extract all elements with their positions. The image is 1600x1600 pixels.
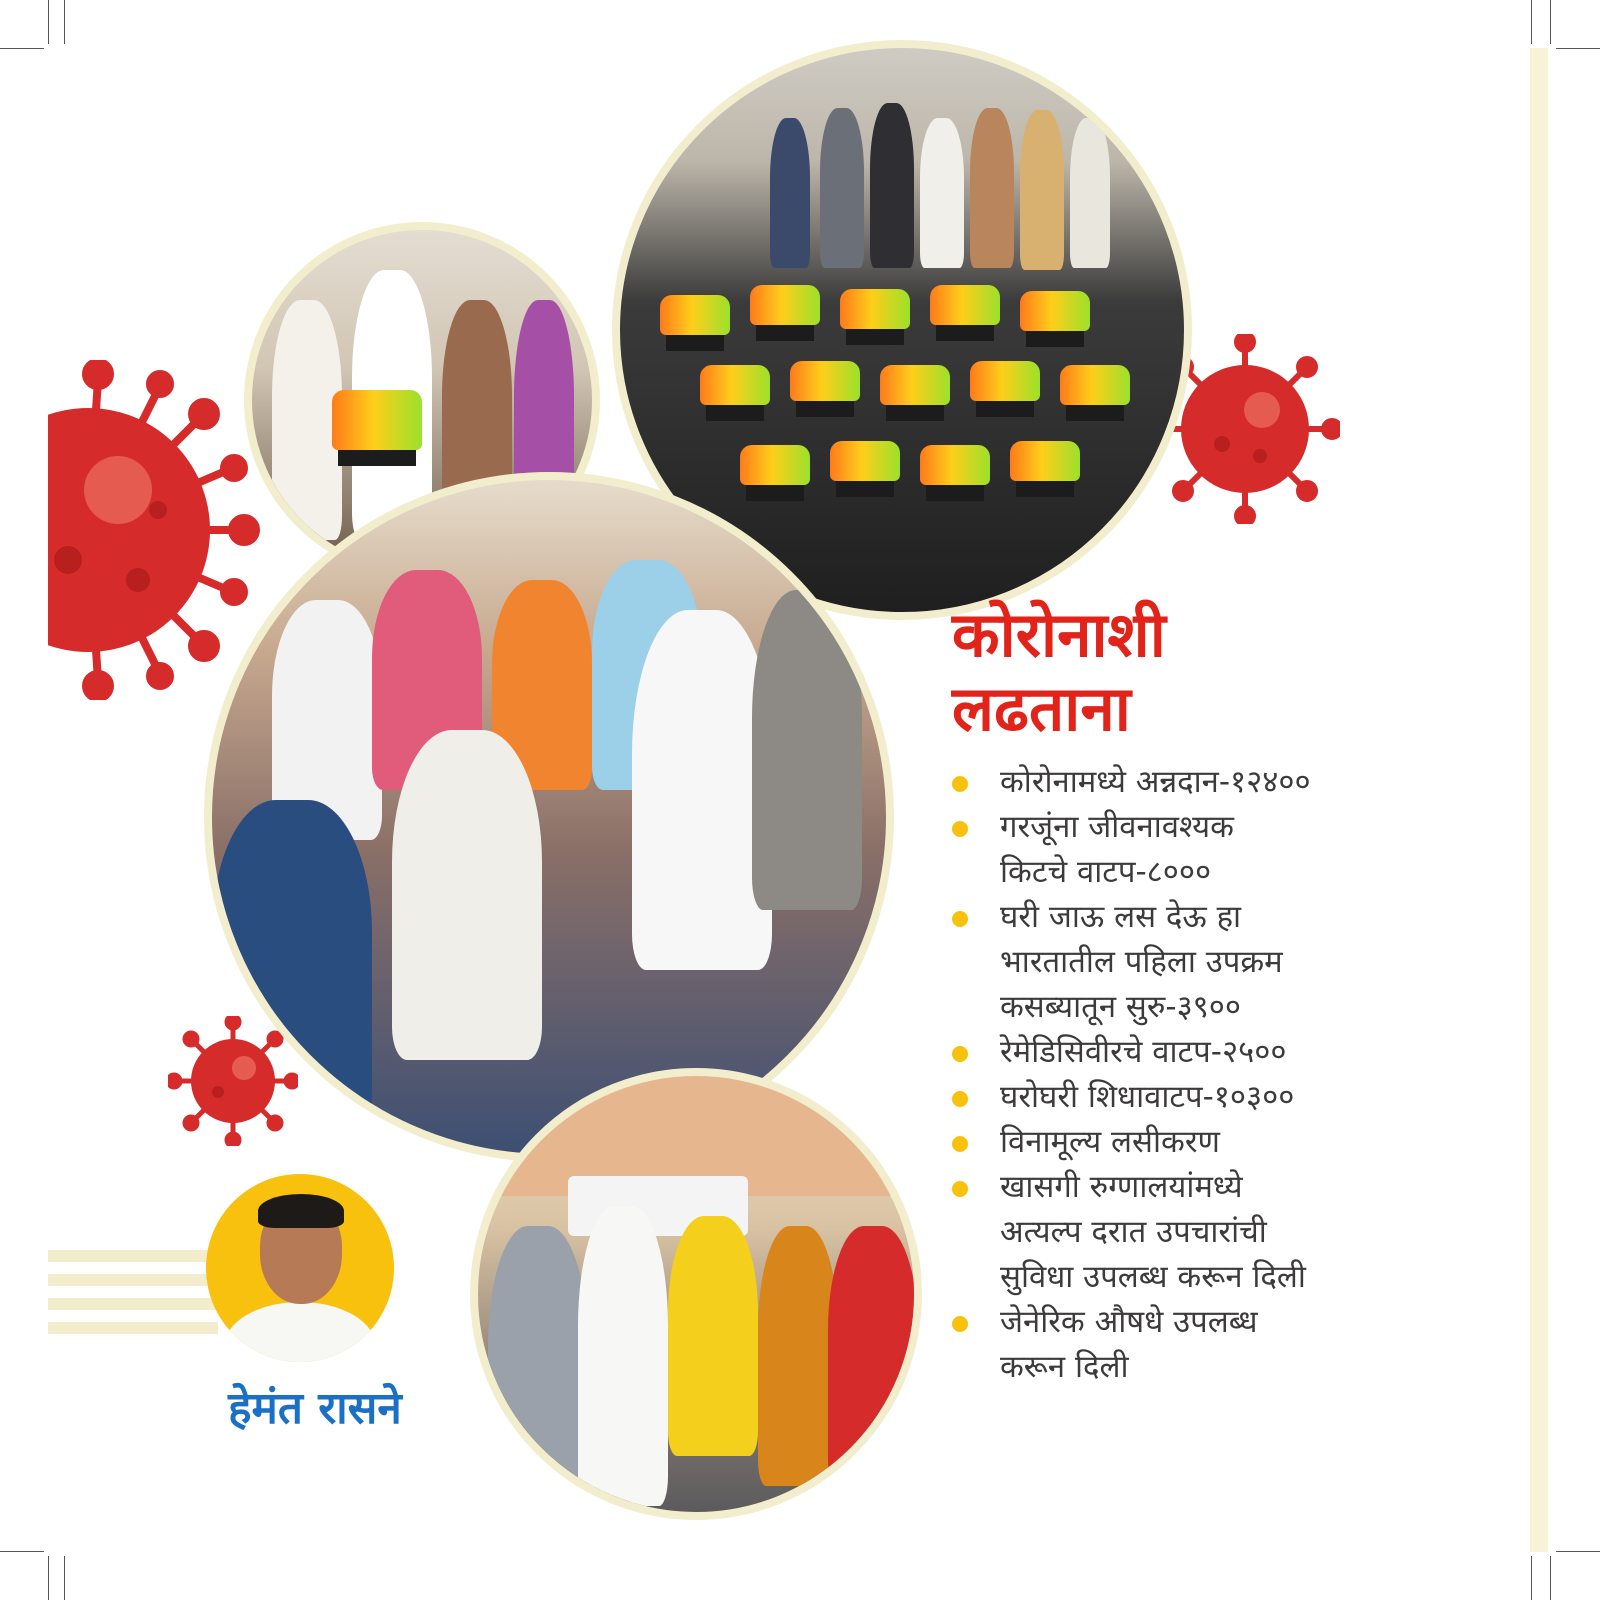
title-line-2: लढताना bbox=[952, 672, 1131, 745]
list-item: गरजूंना जीवनावश्यक किटचे वाटप-८००० bbox=[952, 805, 1472, 895]
bullet-dot bbox=[952, 776, 968, 792]
list-item: विनामूल्य लसीकरण bbox=[952, 1120, 1472, 1165]
bullet-dot bbox=[952, 821, 968, 837]
bullet-dot bbox=[952, 1181, 968, 1197]
photo-hospital-visit bbox=[470, 1068, 922, 1520]
crop-mark bbox=[64, 1556, 65, 1600]
list-item: कोरोनामध्ये अन्नदान-१२४०० bbox=[952, 760, 1472, 805]
bullet-dot bbox=[952, 1316, 968, 1332]
list-item: जेनेरिक औषधे उपलब्ध करून दिली bbox=[952, 1300, 1472, 1390]
virus-icon bbox=[48, 360, 268, 700]
crop-mark bbox=[1550, 1556, 1551, 1600]
crop-mark bbox=[64, 0, 65, 44]
crop-mark bbox=[1531, 0, 1532, 44]
crop-mark bbox=[1550, 0, 1551, 44]
crop-mark bbox=[1556, 48, 1600, 49]
bullet-dot bbox=[952, 1136, 968, 1152]
side-color-band bbox=[1530, 48, 1548, 1552]
person-name: हेमंत रासने bbox=[228, 1383, 402, 1434]
list-item: रेमेडिसिवीरचे वाटप-२५०० bbox=[952, 1030, 1472, 1075]
achievements-list bbox=[952, 760, 1472, 1390]
portrait-avatar bbox=[206, 1174, 394, 1362]
crop-mark bbox=[1531, 1556, 1532, 1600]
crop-mark bbox=[48, 1556, 49, 1600]
title-line-1: कोरोनाशी bbox=[952, 598, 1166, 671]
crop-mark bbox=[0, 1551, 44, 1552]
bullet-dot bbox=[952, 911, 968, 927]
crop-mark bbox=[0, 48, 44, 49]
list-item: घरी जाऊ लस देऊ हा भारतातील पहिला उपक्रम कसब्यातून सुरु-३९०० bbox=[952, 895, 1472, 1030]
bullet-dot bbox=[952, 1046, 968, 1062]
decorative-stripes bbox=[48, 1250, 218, 1346]
crop-mark bbox=[48, 0, 49, 44]
list-item: खासगी रुग्णालयांमध्ये अत्यल्प दरात उपचारांची सुविधा उपलब्ध करून दिली bbox=[952, 1165, 1472, 1300]
bullet-dot bbox=[952, 1091, 968, 1107]
photo-vaccination bbox=[204, 472, 894, 1162]
list-item: घरोघरी शिधावाटप-१०३०० bbox=[952, 1075, 1472, 1120]
page-title bbox=[952, 598, 1166, 746]
crop-mark bbox=[1556, 1551, 1600, 1552]
